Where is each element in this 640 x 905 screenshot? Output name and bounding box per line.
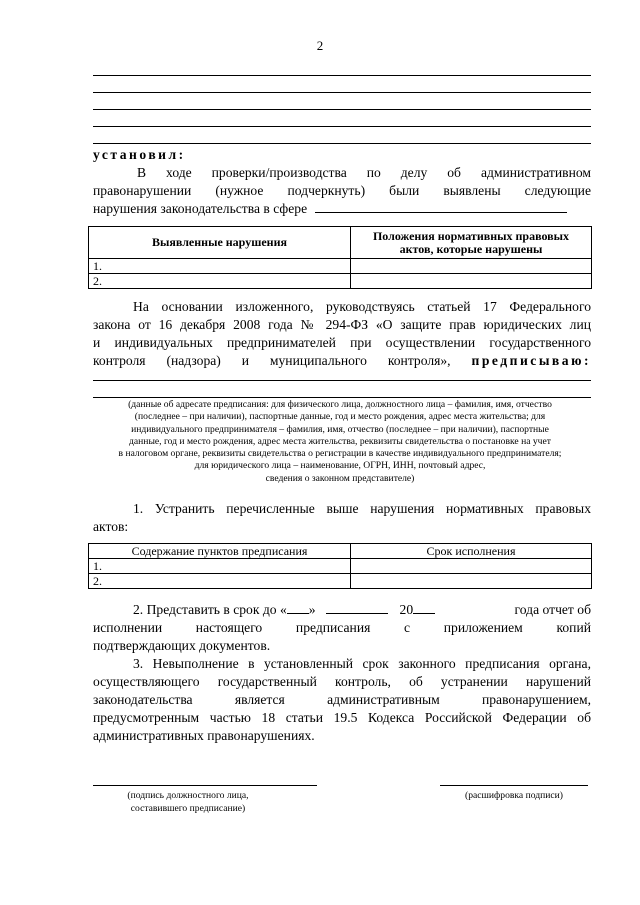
addressee-note-line: (последнее – при наличии), паспортные данные, год и место рождения, адрес места жительства; для (134, 411, 546, 423)
item3-line-2: осуществляющего государственный контроль, об устранении нарушений (93, 674, 591, 689)
basis-line4-text: контроля (надзора) и муниципального контроля», (93, 353, 451, 368)
item2-line-1 (133, 601, 591, 618)
addressee-note-line: данные, год и место рождения, адрес места жительства, реквизиты свидетельства о постановке на учет (129, 435, 551, 447)
basis-line-2: закона от 16 декабря 2008 года № 294-ФЗ «О защите прав юридических лиц (93, 317, 591, 332)
blank-line-2 (93, 92, 591, 93)
item3-line-1: 3. Невыполнение в установленный срок законного предписания органа, (133, 656, 591, 671)
addressee-line-2 (93, 397, 591, 398)
blank-line-3 (93, 109, 591, 110)
item1-line-1: 1. Устранить перечисленные выше нарушения нормативных правовых (133, 501, 591, 516)
item2-text-c: 20 (399, 602, 414, 617)
item3-line-3: законодательства является административным правонарушением, (93, 692, 591, 707)
signature-decoding-caption: (расшифровка подписи) (465, 790, 563, 801)
intro-line1-start: В (137, 165, 147, 180)
item3-line-4: предусмотренным частью 18 статьи 19.5 Кодекса Российской Федерации об (93, 710, 591, 725)
intro-line-2: правонарушении (нужное подчеркнуть) были выявлены следующие (93, 183, 591, 198)
basis-line-1: На основании изложенного, руководствуясь статьей 17 Федерального (133, 299, 591, 314)
table-row (89, 559, 592, 574)
addressee-line-1 (93, 380, 591, 381)
addressee-note-line: сведения о законном представителе) (265, 472, 415, 484)
year-blank (413, 601, 435, 614)
addressee-note-line: индивидуального предпринимателя – фамилия, имя, отчество (последнее – при наличии), паспортные (131, 423, 549, 435)
blank-line-1 (93, 75, 591, 76)
signature-caption-line1: (подпись должностного лица, (127, 790, 249, 801)
item2-line-2: исполнении настоящего предписания с приложением копий (93, 620, 591, 635)
signature-decoding-line (440, 785, 588, 786)
order-table (88, 543, 592, 589)
order-row2-num: 2. (89, 574, 351, 589)
intro-line3-text: нарушения законодательства в сфере (93, 201, 308, 216)
violations-row2-num: 2. (89, 274, 351, 289)
blank-line-5 (93, 143, 591, 144)
item2-text-a: 2. Представить в срок до « (133, 602, 287, 617)
signature-caption-line2: составившего предписание) (130, 803, 246, 814)
sphere-blank (315, 200, 567, 213)
order-col1-header: Содержание пунктов предписания (89, 544, 351, 559)
basis-line-4 (93, 352, 591, 369)
item3-line-5: административных правонарушениях. (93, 728, 315, 743)
blank-line-4 (93, 126, 591, 127)
table-row (89, 259, 592, 274)
addressee-note-line: в налоговом органе, реквизиты свидетельства о регистрации в качестве индивидуального предпринимателя; (118, 448, 562, 460)
addressee-note (88, 399, 592, 485)
violations-table (88, 226, 592, 289)
intro-line-1 (93, 164, 591, 181)
month-blank (326, 601, 388, 614)
violations-col2-header-line1: Положения нормативных правовых (372, 228, 570, 243)
violations-row2-provision (351, 274, 592, 289)
item1-line-2: актов: (93, 519, 129, 534)
page-number: 2 (316, 38, 324, 53)
addressee-note-line: для юридического лица – наименование, ОГРН, ИНН, почтовый адрес, (194, 460, 486, 472)
violations-row1-num: 1. (89, 259, 351, 274)
basis-line-3: и индивидуальных предпринимателей при осуществлении государственного (93, 335, 591, 350)
order-row1-num: 1. (89, 559, 351, 574)
violations-col1-header: Выявленные нарушения (89, 227, 351, 259)
order-col2-header: Срок исполнения (351, 544, 592, 559)
intro-line1-rest: ходе проверки/производства по делу об административном (166, 165, 591, 180)
table-row (89, 574, 592, 589)
intro-line-3 (93, 200, 591, 217)
violations-row1-provision (351, 259, 592, 274)
violations-col2-header-line2: актов, которые нарушены (399, 241, 543, 256)
item2-text-b: » (308, 602, 316, 617)
item2-line-3: подтверждающих документов. (93, 638, 271, 653)
prescribe-word: предписываю: (471, 353, 591, 368)
order-row2-deadline (351, 574, 592, 589)
day-blank (287, 601, 309, 614)
table-row (89, 274, 592, 289)
signature-caption (93, 789, 283, 815)
order-row1-deadline (351, 559, 592, 574)
addressee-note-line: (данные об адресате предписания: для физического лица, должностного лица – фамилия, имя, отчество (128, 399, 552, 410)
item2-text-d: года отчет об (514, 602, 591, 617)
signature-line (93, 785, 317, 786)
violations-col2-header (351, 227, 592, 259)
established-heading: установил: (93, 147, 186, 162)
